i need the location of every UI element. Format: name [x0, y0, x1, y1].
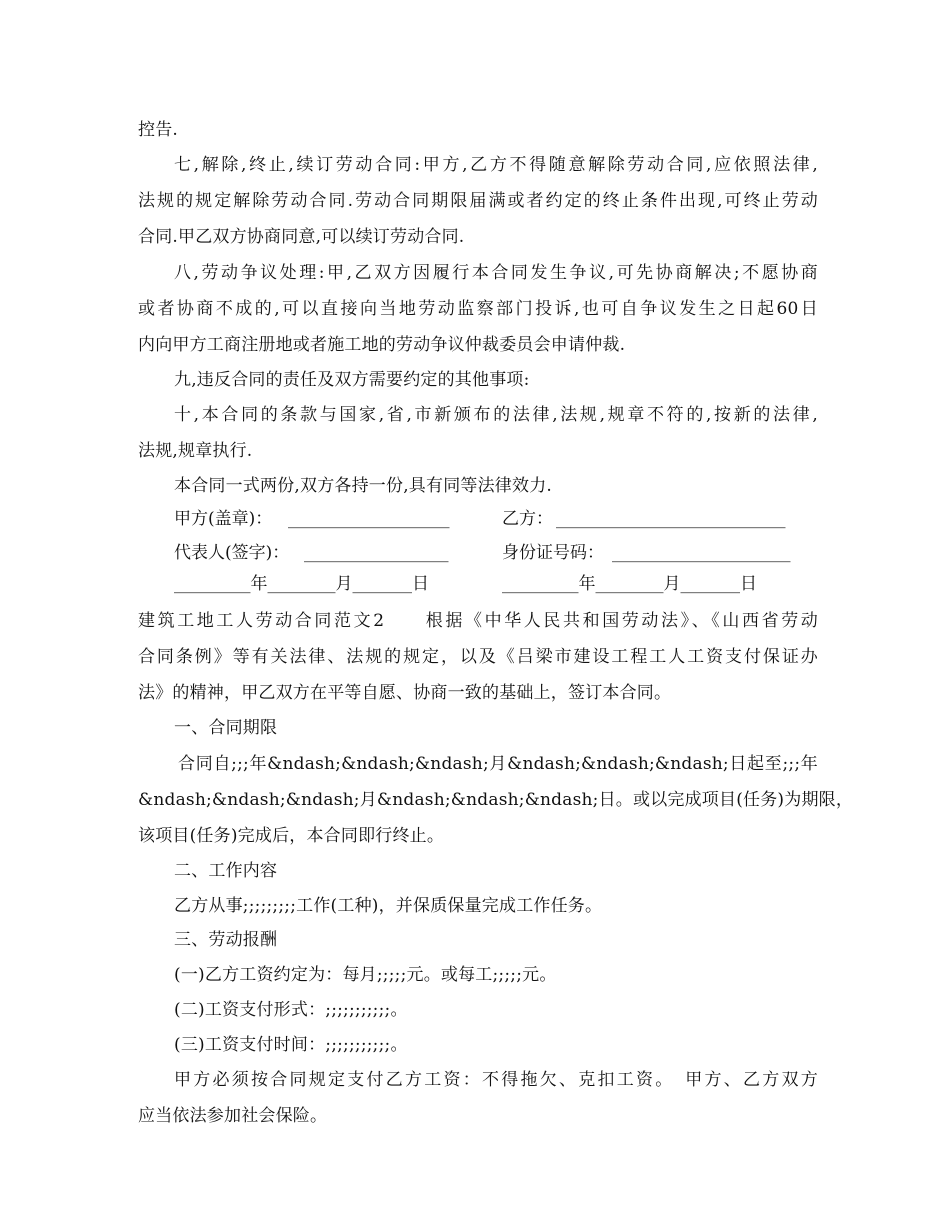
payment-obligation-line: 应当依法参加社会保险。: [138, 1106, 328, 1126]
representative-label: 代表人(签字)：: [174, 543, 290, 563]
clause-7-line: 法规的规定解除劳动合同.劳动合同期限届满或者约定的终止条件出现,可终止劳动: [138, 191, 818, 211]
term-line: &ndash;&ndash;&ndash;月&ndash;&ndash;&ndash;日。或以完成项目(任务)为期限，: [138, 790, 854, 810]
paragraph-line: 控告.: [138, 120, 179, 140]
work-content-line: 乙方从事;;;;;;;;;工作(工种)，并保质保量完成工作任务。: [174, 896, 603, 916]
party-a-blank: ___________________: [288, 509, 450, 529]
clause-8-line: 内向甲方工商注册地或者施工地的劳动争议仲裁委员会申请仲裁.: [138, 335, 626, 355]
contract-2-intro-line: 建筑工地工人劳动合同范文2 根据《中华人民共和国劳动法》、《山西省劳动: [138, 611, 818, 631]
term-line: 合同自;;;年&ndash;&ndash;&ndash;月&ndash;&ndash;&ndash;日起至;;;年: [178, 754, 818, 774]
payment-obligation-line: 甲方必须按合同规定支付乙方工资：不得拖欠、克扣工资。 甲方、乙方双方: [174, 1070, 818, 1090]
clause-9-line: 九,违反合同的责任及双方需要约定的其他事项:: [174, 370, 530, 390]
wage-item: (二)工资支付形式：;;;;;;;;;;;。: [174, 1000, 408, 1020]
clause-8-line: 或者协商不成的,可以直接向当地劳动监察部门投诉,也可自争议发生之日起60日: [138, 299, 818, 319]
clause-8-line: 八,劳动争议处理:甲,乙双方因履行本合同发生争议,可先协商解决;不愿协商: [174, 263, 818, 283]
wage-item: (三)工资支付时间：;;;;;;;;;;;。: [174, 1035, 408, 1055]
wage-item: (一)乙方工资约定为：每月;;;;;元。或每工;;;;;元。: [174, 965, 557, 985]
clause-10-line: 法规,规章执行.: [138, 441, 253, 461]
representative-blank: _________________: [304, 543, 449, 563]
clause-10-line: 十,本合同的条款与国家,省,市新颁布的法律,法规,规章不符的,按新的法律,: [174, 405, 818, 425]
party-b-blank: ___________________________: [556, 509, 786, 529]
contract-2-intro-line: 合同条例》等有关法律、法规的规定，以及《吕梁市建设工程工人工资支付保证办: [138, 647, 818, 667]
date-line-party-a: _________年________月_______日: [174, 574, 429, 594]
section-heading: 三、劳动报酬: [174, 930, 278, 950]
date-line-party-b: _________年________月_______日: [502, 574, 757, 594]
section-heading: 一、合同期限: [174, 718, 278, 738]
clause-7-line: 合同.甲乙双方协商同意,可以续订劳动合同.: [138, 227, 465, 247]
id-number-label: 身份证号码：: [502, 543, 604, 563]
id-number-blank: _____________________: [612, 543, 791, 563]
party-b-label: 乙方：: [502, 509, 553, 529]
party-a-label: 甲方(盖章)：: [174, 509, 273, 529]
contract-2-intro-line: 法》的精神，甲乙双方在平等自愿、协商一致的基础上，签订本合同。: [138, 683, 672, 703]
copies-statement: 本合同一式两份,双方各持一份,具有同等法律效力.: [174, 476, 553, 496]
term-line: 该项目(任务)完成后，本合同即行终止。: [138, 826, 445, 846]
section-heading: 二、工作内容: [174, 861, 278, 881]
clause-7-line: 七,解除,终止,续订劳动合同:甲方,乙方不得随意解除劳动合同,应依照法律,: [174, 155, 818, 175]
